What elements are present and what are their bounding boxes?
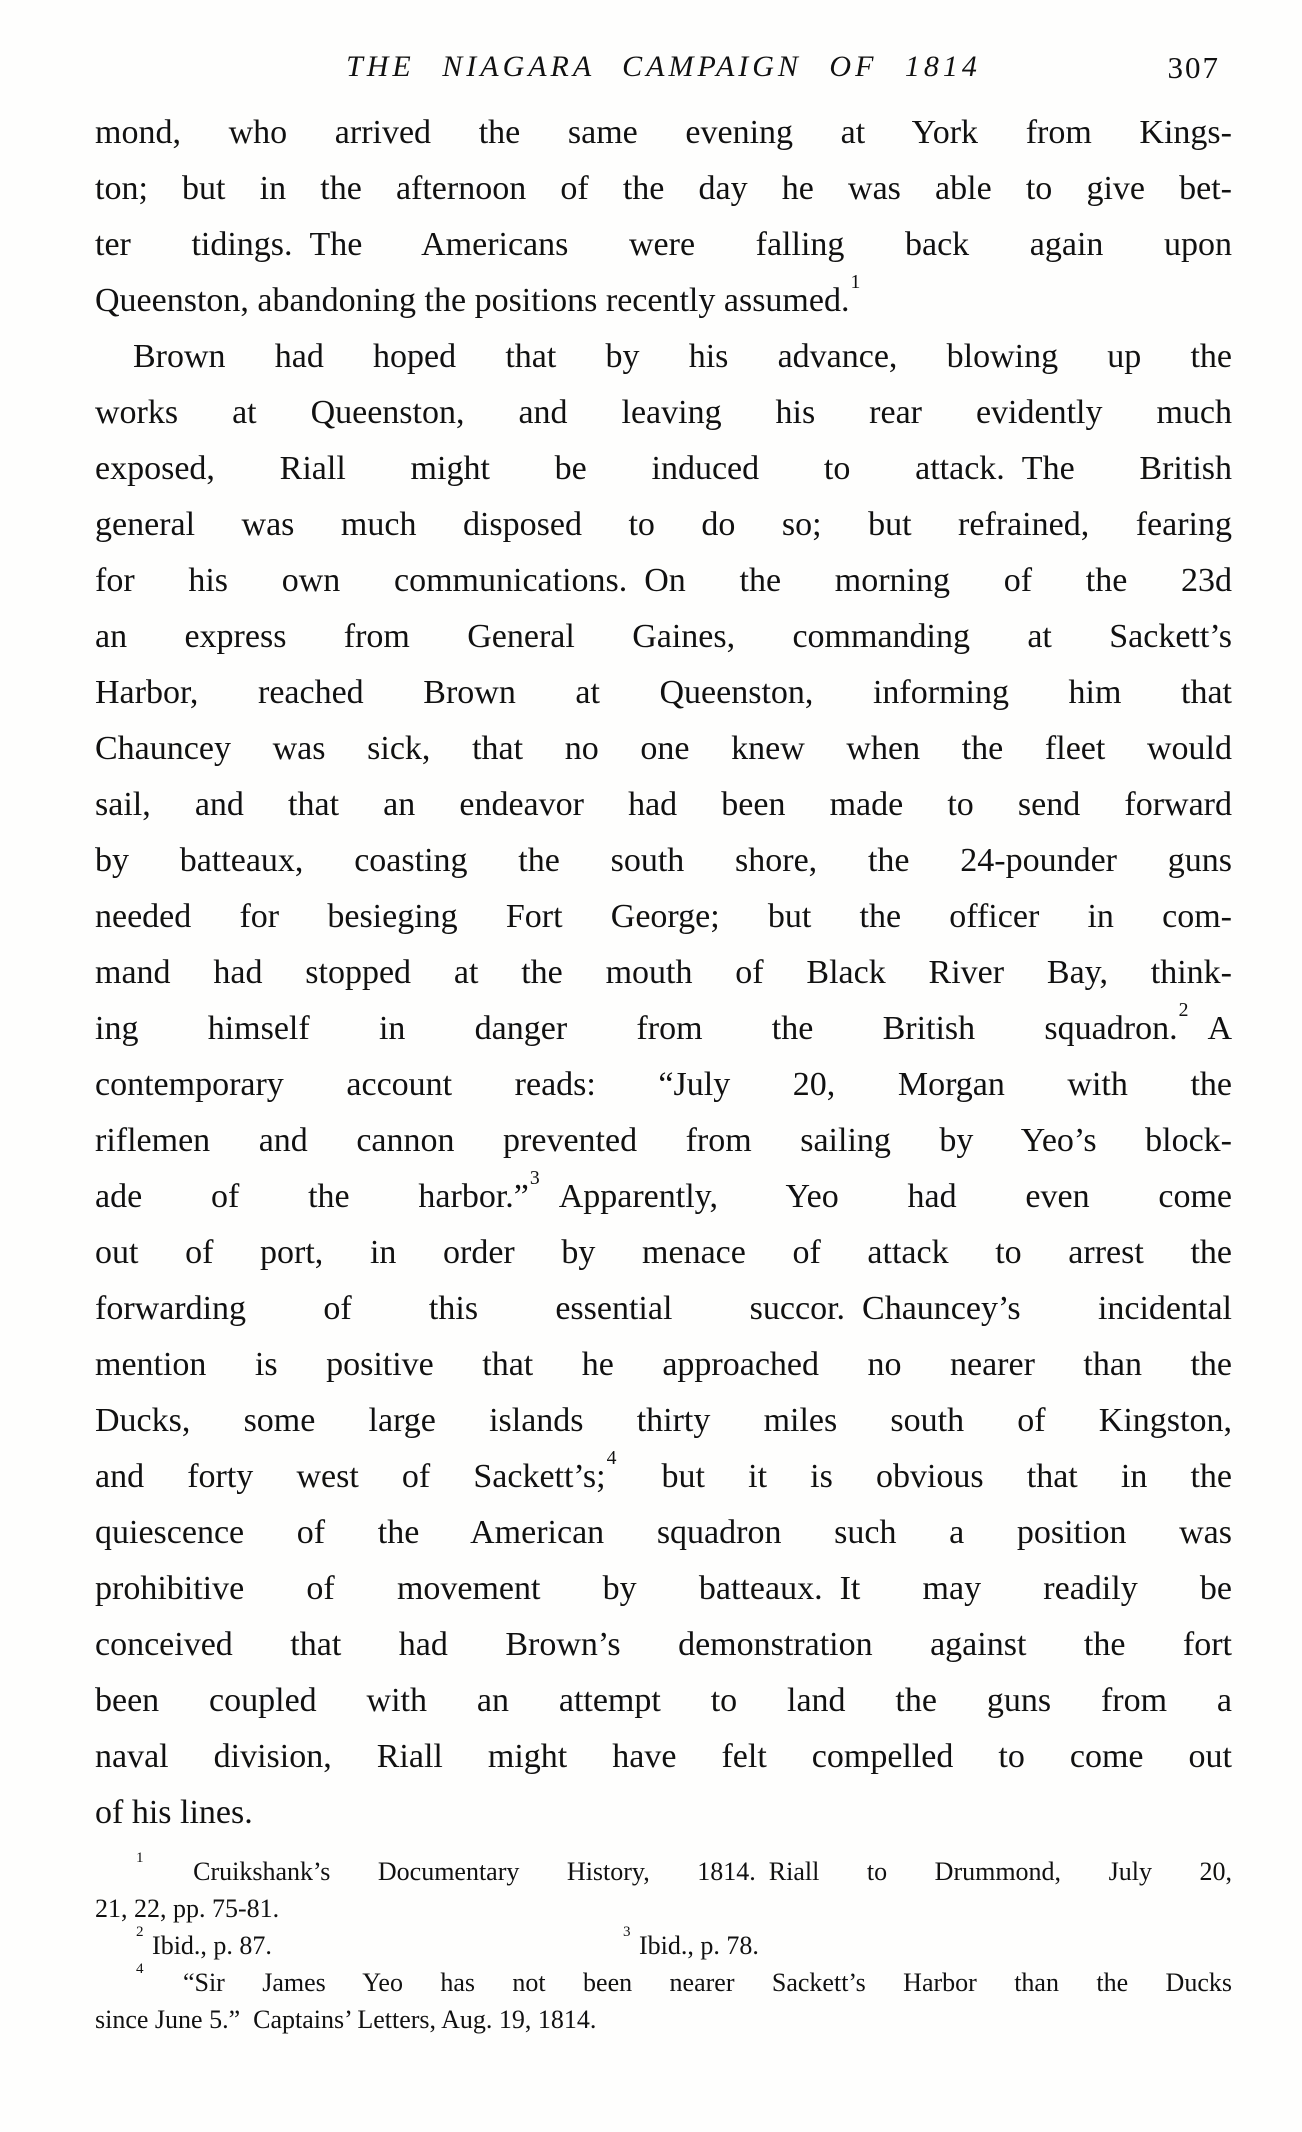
footnote-marker: 2 [1178,998,1189,1021]
running-head [95,50,1232,94]
text-line: mand had stopped at the mouth of Black River Bay, think- [95,954,1232,991]
text-line: Brown had hoped that by his advance, blowing up the [133,338,1232,375]
footnotes [95,1850,1232,2038]
footnote-marker: 2 [136,1924,144,1941]
text-line: Harbor, reached Brown at Queenston, informing him that [95,674,1232,711]
text-line: $^4$ “Sir James Yeo has not been nearer Sackett’s Harbor than the Ducks [136,1961,1232,1997]
footnote-marker: 4 [606,1446,617,1469]
text-line: mention is positive that he approached no nearer than the [95,1346,1232,1383]
text-line: general was much disposed to do so; but refrained, fearing [95,506,1232,543]
text-line: mond, who arrived the same evening at York from Kings- [95,114,1232,151]
page-number: 307 [1167,50,1220,85]
text-line: Queenston, abandoning the positions recently assumed.$^1$ [95,270,861,319]
text-line: riflemen and cannon prevented from sailing by Yeo’s block- [95,1122,1232,1159]
text-line: works at Queenston, and leaving his rear evidently much [95,394,1232,431]
text-line: by batteaux, coasting the south shore, the 24-pounder guns [95,842,1232,879]
text-line: $^2$ Ibid., p. 87. $^3$ Ibid., p. 78. [136,1924,759,1960]
text-line: out of port, in order by menace of attack to arrest the [95,1234,1232,1271]
footnote-marker: 3 [622,1924,631,1941]
running-title: THE NIAGARA CAMPAIGN OF 1814 [346,50,981,83]
footnote-marker: 1 [136,1850,144,1867]
text-line: an express from General Gaines, commanding at Sackett’s [95,618,1232,655]
text-line: conceived that had Brown’s demonstration against the fort [95,1626,1232,1663]
footnote-marker: 4 [136,1961,144,1978]
text-line: ing himself in danger from the British squadron.$^2$ A [95,998,1232,1047]
text-line: naval division, Riall might have felt compelled to come out [95,1738,1232,1775]
text-line: needed for besieging Fort George; but the officer in com- [95,898,1232,935]
text-line: Ducks, some large islands thirty miles south of Kingston, [95,1402,1232,1439]
text-line: been coupled with an attempt to land the guns from a [95,1682,1232,1719]
paragraph [95,105,1232,329]
text-line: and forty west of Sackett’s;$^4$ but it is obvious that in the [95,1446,1232,1495]
text-line: forwarding of this essential succor. Chauncey’s incidental [95,1290,1232,1327]
text-line: of his lines. [95,1794,253,1831]
text-line: prohibitive of movement by batteaux. It may readily be [95,1570,1232,1607]
body-text [95,105,1232,1841]
paragraph [95,329,1232,1841]
footnote-marker: 1 [850,270,861,293]
text-line: for his own communications. On the morning of the 23d [95,562,1232,599]
text-line: ter tidings. The Americans were falling back again upon [95,226,1232,263]
text-line: ade of the harbor.”$^3$ Apparently, Yeo had even come [95,1166,1232,1215]
text-line: quiescence of the American squadron such a position was [95,1514,1232,1551]
text-line: $^1$ Cruikshank’s Documentary History, 1814. Riall to Drummond, July 20, [136,1850,1232,1886]
text-line: sail, and that an endeavor had been made to send forward [95,786,1232,823]
text-line: since June 5.” Captains’ Letters, Aug. 19, 1814. [95,2005,597,2034]
footnote-marker: 3 [529,1166,540,1189]
text-line: exposed, Riall might be induced to attack. The British [95,450,1232,487]
text-line: contemporary account reads: “July 20, Morgan with the [95,1066,1232,1103]
text-line: 21, 22, pp. 75-81. [95,1894,280,1923]
text-line: ton; but in the afternoon of the day he was able to give bet- [95,170,1232,207]
text-line: Chauncey was sick, that no one knew when the fleet would [95,730,1232,767]
